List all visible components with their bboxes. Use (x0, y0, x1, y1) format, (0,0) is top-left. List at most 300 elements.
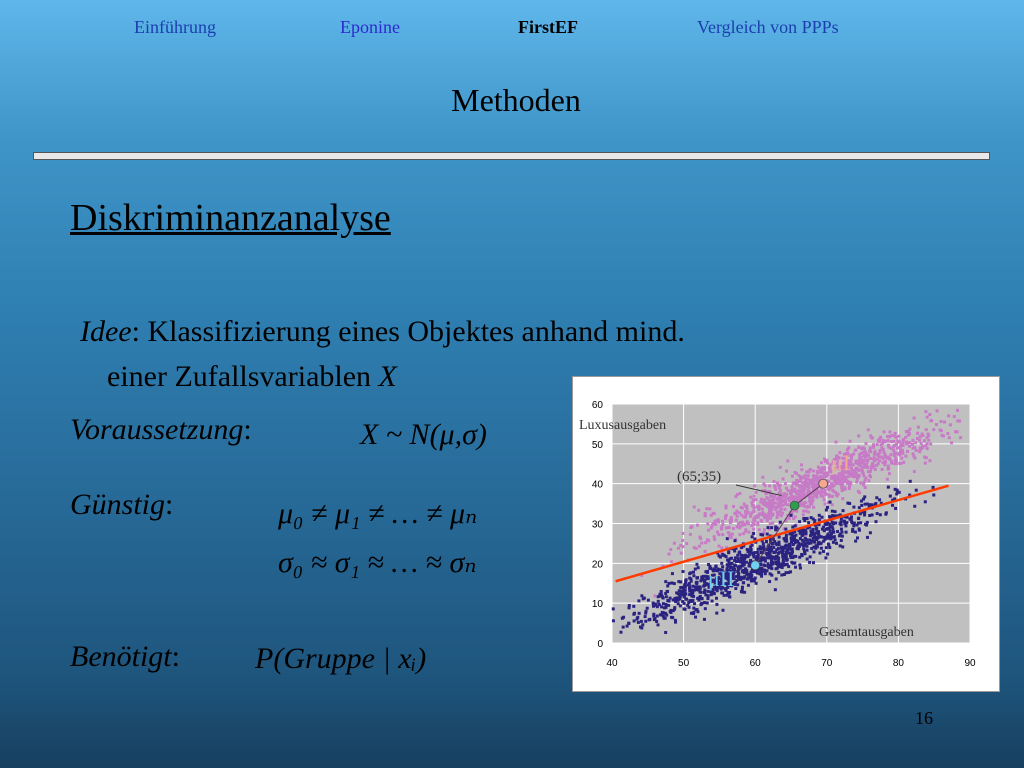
data-point (925, 428, 928, 431)
data-point (860, 500, 863, 503)
data-point (684, 592, 687, 595)
data-point (794, 524, 797, 527)
data-point (751, 504, 754, 507)
data-point (667, 604, 670, 607)
data-point (685, 578, 688, 581)
data-point (628, 604, 631, 607)
data-point (932, 494, 935, 497)
data-point (713, 538, 716, 541)
data-point (724, 507, 727, 510)
nav-item-firstef[interactable]: FirstEF (518, 17, 578, 37)
data-point (839, 533, 842, 536)
data-point (928, 413, 931, 416)
data-point (785, 487, 788, 490)
data-point (711, 600, 714, 603)
data-point (818, 552, 821, 555)
data-point (730, 562, 733, 565)
data-point (694, 616, 697, 619)
data-point (888, 435, 891, 438)
data-point (936, 409, 939, 412)
data-point (877, 453, 880, 456)
data-point (878, 498, 881, 501)
data-point (912, 447, 915, 450)
data-point (912, 452, 915, 455)
data-point (855, 481, 858, 484)
data-point (835, 542, 838, 545)
data-point (774, 588, 777, 591)
data-point (692, 612, 695, 615)
data-point (707, 529, 710, 532)
data-point (844, 487, 847, 490)
data-point (836, 479, 839, 482)
data-point (792, 482, 795, 485)
data-point (946, 432, 949, 435)
data-point (694, 568, 697, 571)
voraussetzung-formula: X ~ N(μ,σ) (360, 418, 487, 451)
data-point (861, 446, 864, 449)
data-point (813, 479, 816, 482)
data-point (881, 456, 884, 459)
data-point (735, 512, 738, 515)
x-tick-label: 50 (678, 658, 690, 669)
data-point (916, 437, 919, 440)
data-point (770, 561, 773, 564)
data-point (692, 585, 695, 588)
data-point (820, 471, 823, 474)
data-point (956, 430, 959, 433)
data-point (839, 483, 842, 486)
data-point (807, 511, 810, 514)
data-point (803, 550, 806, 553)
data-point (669, 597, 672, 600)
data-point (751, 535, 754, 538)
data-point (820, 547, 823, 550)
data-point (816, 537, 819, 540)
data-point (873, 459, 876, 462)
data-point (890, 453, 893, 456)
data-point (728, 534, 731, 537)
data-point (868, 479, 871, 482)
data-point (671, 572, 674, 575)
y-tick-label: 20 (591, 559, 603, 571)
data-point (779, 489, 782, 492)
data-point (737, 522, 740, 525)
data-point (768, 484, 771, 487)
data-point (884, 513, 887, 516)
data-point (732, 505, 735, 508)
data-point (874, 502, 877, 505)
data-point (787, 571, 790, 574)
data-point (736, 554, 739, 557)
data-point (915, 449, 918, 452)
data-point (911, 443, 914, 446)
data-point (677, 598, 680, 601)
data-point (703, 591, 706, 594)
data-point (688, 590, 691, 593)
data-point (763, 528, 766, 531)
data-point (801, 533, 804, 536)
data-point (747, 584, 750, 587)
data-point (811, 496, 814, 499)
data-point (664, 631, 667, 634)
data-point (865, 524, 868, 527)
data-point (817, 530, 820, 533)
data-point (720, 528, 723, 531)
idee-label: Idee (80, 315, 132, 348)
data-point (749, 545, 752, 548)
y-axis-label: Luxusausgaben (579, 418, 667, 433)
data-point (852, 463, 855, 466)
data-point (864, 486, 867, 489)
data-point (958, 419, 961, 422)
data-point (644, 615, 647, 618)
data-point (760, 498, 763, 501)
data-point (888, 472, 891, 475)
data-point (752, 532, 755, 535)
data-point (791, 537, 794, 540)
idee-line-2 (107, 360, 397, 394)
data-point (690, 580, 693, 583)
data-point (708, 507, 711, 510)
data-point (908, 445, 911, 448)
data-point (787, 565, 790, 568)
data-point (805, 510, 808, 513)
data-point (831, 510, 834, 513)
mu-i-label: μI (831, 450, 851, 475)
data-point (822, 526, 825, 529)
data-point (857, 459, 860, 462)
data-point (894, 459, 897, 462)
data-point (699, 585, 702, 588)
data-point (857, 445, 860, 448)
data-point (832, 531, 835, 534)
data-point (852, 524, 855, 527)
data-point (923, 456, 926, 459)
data-point (792, 562, 795, 565)
data-point (673, 542, 676, 545)
data-point (737, 565, 740, 568)
data-point (905, 430, 908, 433)
data-point (664, 580, 667, 583)
data-point (829, 486, 832, 489)
data-point (929, 442, 932, 445)
data-point (947, 414, 950, 417)
data-point (727, 550, 730, 553)
data-point (752, 578, 755, 581)
data-point (862, 474, 865, 477)
data-point (872, 446, 875, 449)
data-point (689, 526, 692, 529)
data-point (901, 444, 904, 447)
data-point (808, 561, 811, 564)
nav-item-einfuehrung[interactable]: Einführung (134, 17, 216, 37)
data-point (811, 499, 814, 502)
data-point (693, 602, 696, 605)
data-point (849, 440, 852, 443)
data-point (749, 572, 752, 575)
data-point (776, 562, 779, 565)
data-point (736, 493, 739, 496)
data-point (718, 554, 721, 557)
data-point (783, 493, 786, 496)
data-point (840, 528, 843, 531)
data-point (750, 524, 753, 527)
data-point (737, 573, 740, 576)
data-point (875, 496, 878, 499)
data-point (908, 441, 911, 444)
nav-item-eponine[interactable]: Eponine (340, 17, 400, 37)
data-point (791, 475, 794, 478)
data-point (874, 450, 877, 453)
data-point (814, 476, 817, 479)
data-point (737, 568, 740, 571)
y-tick-label: 60 (591, 400, 603, 411)
data-point (689, 571, 692, 574)
data-point (895, 462, 898, 465)
data-point (637, 599, 640, 602)
data-point (859, 481, 862, 484)
data-point (802, 503, 805, 506)
data-point (774, 556, 777, 559)
idee-text-2: einer Zufallsvariablen (107, 360, 372, 393)
idee-variable: X (378, 360, 397, 393)
data-point (648, 618, 651, 621)
data-point (632, 605, 635, 608)
data-point (761, 558, 764, 561)
data-point (750, 511, 753, 514)
data-point (921, 446, 924, 449)
data-point (789, 554, 792, 557)
data-point (840, 478, 843, 481)
data-point (737, 557, 740, 560)
data-point (664, 603, 667, 606)
guenstig-line (70, 488, 173, 522)
data-point (800, 468, 803, 471)
data-point (802, 493, 805, 496)
data-point (809, 555, 812, 558)
data-point (721, 520, 724, 523)
data-point (781, 562, 784, 565)
data-point (864, 455, 867, 458)
data-point (779, 466, 782, 469)
data-point (732, 527, 735, 530)
data-point (897, 435, 900, 438)
data-point (752, 498, 755, 501)
data-point (876, 512, 879, 515)
data-point (802, 517, 805, 520)
data-point (802, 513, 805, 516)
data-point (832, 490, 835, 493)
data-point (789, 514, 792, 517)
data-point (677, 547, 680, 550)
marker-point-2 (751, 561, 760, 570)
data-point (739, 492, 742, 495)
data-point (800, 463, 803, 466)
data-point (799, 502, 802, 505)
data-point (640, 626, 643, 629)
data-point (715, 597, 718, 600)
data-point (662, 602, 665, 605)
data-point (824, 503, 827, 506)
data-point (761, 508, 764, 511)
data-point (818, 514, 821, 517)
data-point (638, 612, 641, 615)
data-point (761, 476, 764, 479)
data-point (839, 521, 842, 524)
data-point (847, 475, 850, 478)
data-point (896, 439, 899, 442)
data-point (739, 578, 742, 581)
data-point (809, 468, 812, 471)
data-point (840, 539, 843, 542)
data-point (749, 496, 752, 499)
data-point (841, 497, 844, 500)
data-point (768, 580, 771, 583)
idee-line (80, 315, 685, 349)
data-point (683, 607, 686, 610)
data-point (755, 491, 758, 494)
data-point (823, 475, 826, 478)
data-point (860, 456, 863, 459)
data-point (840, 523, 843, 526)
data-point (743, 557, 746, 560)
data-point (785, 534, 788, 537)
data-point (867, 428, 870, 431)
data-point (817, 541, 820, 544)
y-tick-label: 0 (597, 639, 603, 650)
data-point (808, 499, 811, 502)
data-point (826, 473, 829, 476)
data-point (818, 518, 821, 521)
nav-item-vergleich[interactable]: Vergleich von PPPs (697, 17, 839, 37)
data-point (759, 551, 762, 554)
data-point (766, 533, 769, 536)
data-point (808, 538, 811, 541)
data-point (794, 539, 797, 542)
data-point (868, 514, 871, 517)
data-point (688, 593, 691, 596)
data-point (721, 609, 724, 612)
data-point (744, 505, 747, 508)
x-tick-label: 90 (964, 658, 976, 669)
data-point (806, 541, 809, 544)
point-label-65-35: (65;35) (677, 469, 722, 485)
data-point (843, 522, 846, 525)
data-point (717, 521, 720, 524)
data-point (853, 470, 856, 473)
data-point (725, 555, 728, 558)
data-point (699, 591, 702, 594)
data-point (780, 507, 783, 510)
data-point (678, 594, 681, 597)
data-point (612, 619, 615, 622)
y-tick-label: 10 (591, 599, 603, 611)
marker-point-1 (819, 479, 828, 488)
data-point (704, 607, 707, 610)
data-point (739, 525, 742, 528)
data-point (755, 582, 758, 585)
data-point (920, 442, 923, 445)
data-point (680, 552, 683, 555)
data-point (681, 600, 684, 603)
data-point (777, 547, 780, 550)
data-point (672, 609, 675, 612)
marker-point-0 (790, 501, 799, 510)
data-point (776, 527, 779, 530)
data-point (746, 548, 749, 551)
data-point (666, 584, 669, 587)
data-point (831, 475, 834, 478)
data-point (868, 474, 871, 477)
data-point (728, 557, 731, 560)
data-point (789, 492, 792, 495)
data-point (697, 509, 700, 512)
data-point (777, 513, 780, 516)
data-point (913, 505, 916, 508)
data-point (784, 482, 787, 485)
data-point (781, 504, 784, 507)
data-point (692, 595, 695, 598)
data-point (728, 562, 731, 565)
data-point (794, 534, 797, 537)
data-point (821, 466, 824, 469)
data-point (784, 503, 787, 506)
data-point (857, 490, 860, 493)
data-point (685, 598, 688, 601)
data-point (913, 470, 916, 473)
data-point (908, 432, 911, 435)
data-point (703, 601, 706, 604)
data-point (668, 600, 671, 603)
data-point (760, 575, 763, 578)
data-point (832, 536, 835, 539)
data-point (633, 612, 636, 615)
data-point (675, 591, 678, 594)
data-point (799, 537, 802, 540)
data-point (700, 602, 703, 605)
data-point (813, 533, 816, 536)
data-point (835, 475, 838, 478)
data-point (894, 507, 897, 510)
data-point (640, 620, 643, 623)
data-point (894, 432, 897, 435)
data-point (808, 496, 811, 499)
data-point (864, 503, 867, 506)
data-point (773, 495, 776, 498)
data-point (854, 531, 857, 534)
data-point (909, 480, 912, 483)
data-point (856, 468, 859, 471)
guenstig-sigma-formula: σ₀ ≈ σ₁ ≈ … ≈ σₙ (278, 546, 477, 579)
data-point (670, 560, 673, 563)
data-point (758, 528, 761, 531)
data-point (741, 570, 744, 573)
data-point (808, 505, 811, 508)
data-point (906, 450, 909, 453)
data-point (721, 591, 724, 594)
data-point (700, 542, 703, 545)
data-point (799, 485, 802, 488)
data-point (869, 457, 872, 460)
data-point (735, 519, 738, 522)
data-point (802, 490, 805, 493)
data-point (692, 571, 695, 574)
data-point (807, 521, 810, 524)
data-point (769, 522, 772, 525)
voraussetzung-colon: : (243, 413, 252, 446)
data-point (768, 506, 771, 509)
data-point (786, 459, 789, 462)
